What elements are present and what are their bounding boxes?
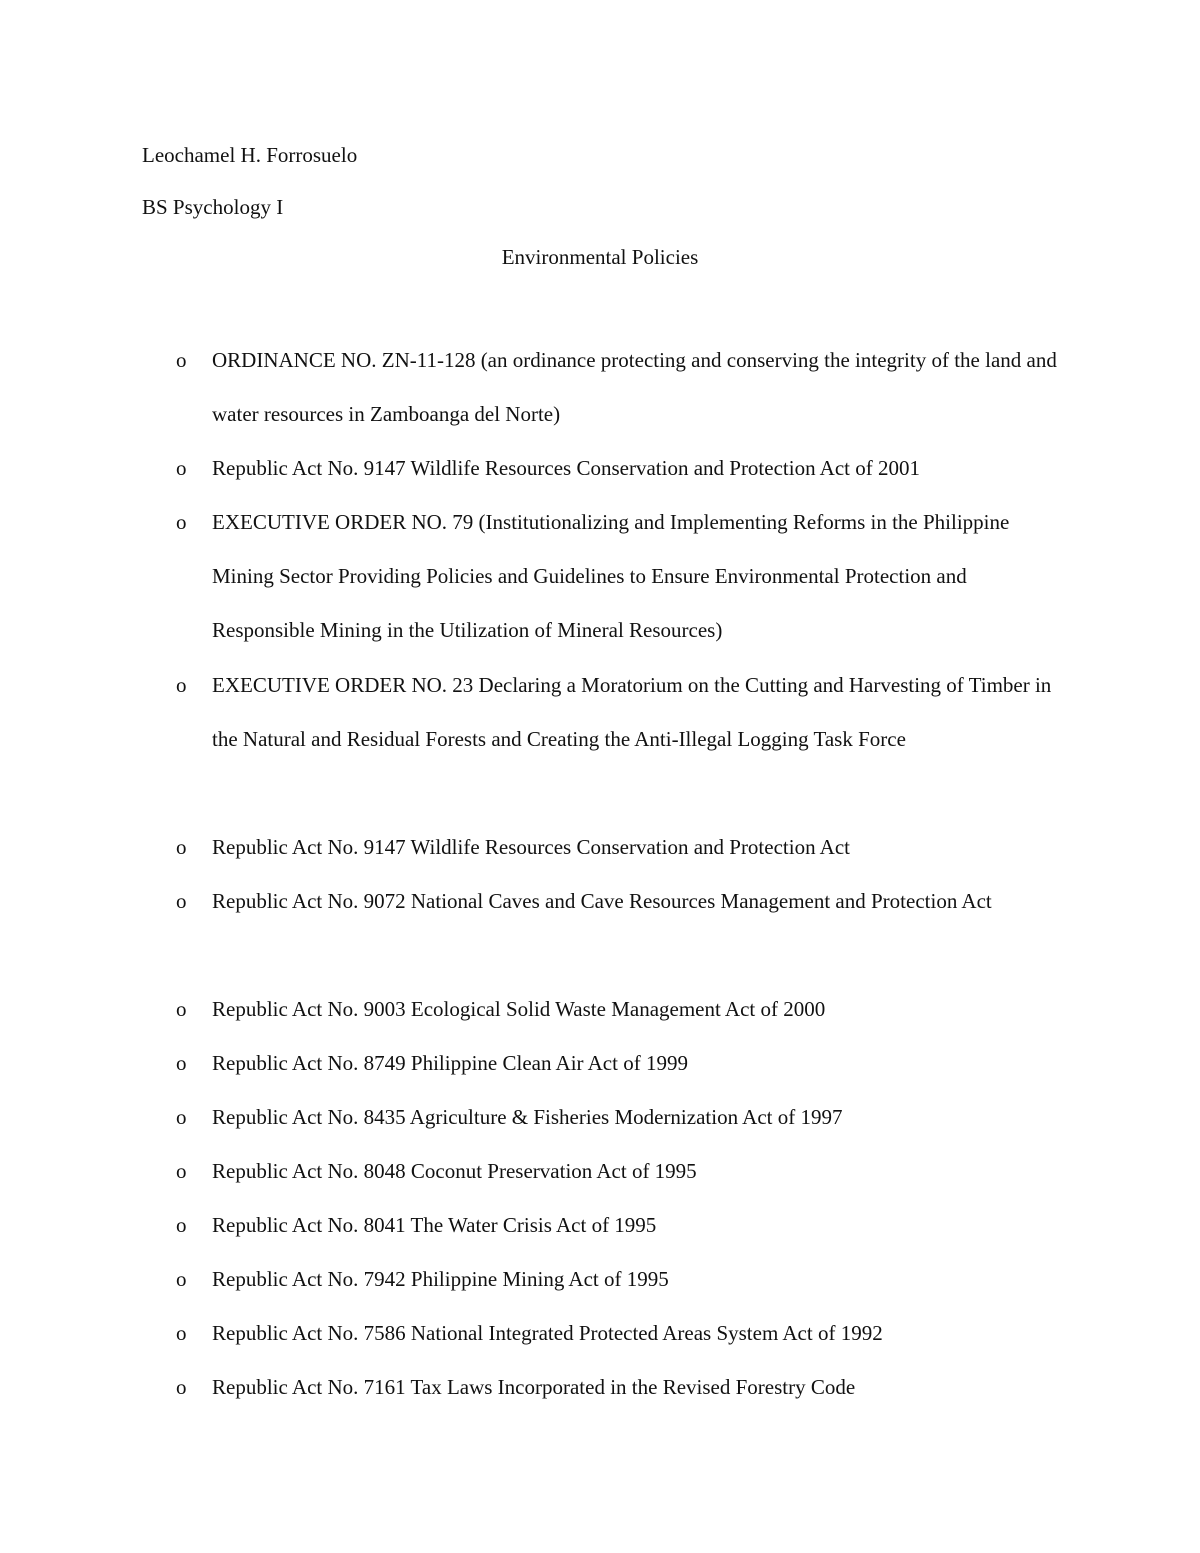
bullet-marker: o bbox=[176, 1267, 187, 1291]
bullet-marker: o bbox=[176, 997, 187, 1021]
bullet-marker: o bbox=[176, 1051, 187, 1075]
policy-text: Republic Act No. 9072 National Caves and Cave Resources Management and Protection Act bbox=[212, 889, 992, 913]
bullet-marker: o bbox=[176, 673, 187, 697]
policy-text: Republic Act No. 7586 National Integrated Protected Areas System Act of 1992 bbox=[212, 1321, 883, 1345]
author-name: Leochamel H. Forrosuelo bbox=[142, 143, 358, 167]
course-name: BS Psychology I bbox=[142, 195, 284, 219]
bullet-marker: o bbox=[176, 1375, 187, 1399]
policy-text: Republic Act No. 8041 The Water Crisis Act of 1995 bbox=[212, 1213, 657, 1237]
bullet-marker: o bbox=[176, 348, 187, 372]
policy-text: Republic Act No. 8048 Coconut Preservation Act of 1995 bbox=[212, 1159, 697, 1183]
policy-text: Republic Act No. 9147 Wildlife Resources Conservation and Protection Act bbox=[212, 835, 850, 859]
bullet-marker: o bbox=[176, 456, 187, 480]
policy-text: EXECUTIVE ORDER NO. 79 (Institutionalizing and Implementing Reforms in the Philippine Mining Sector Providing Policies and Guidelines to Ensure Environmental Protection and Responsible Mining in the Utilization of Mineral Resources) bbox=[212, 510, 1010, 642]
policy-text: Republic Act No. 9147 Wildlife Resources Conservation and Protection Act of 2001 bbox=[212, 456, 920, 480]
bullet-marker: o bbox=[176, 835, 187, 859]
policy-text: EXECUTIVE ORDER NO. 23 Declaring a Moratorium on the Cutting and Harvesting of Timber in the Natural and Residual Forests and Creating the Anti-Illegal Logging Task Force bbox=[212, 673, 1052, 751]
policy-text: Republic Act No. 7161 Tax Laws Incorporated in the Revised Forestry Code bbox=[212, 1375, 856, 1399]
policy-text: ORDINANCE NO. ZN-11-128 (an ordinance protecting and conserving the integrity of the land and water resources in Zamboanga del Norte) bbox=[212, 348, 1057, 426]
policy-text: Republic Act No. 9003 Ecological Solid Waste Management Act of 2000 bbox=[212, 997, 826, 1021]
policy-text: Republic Act No. 8749 Philippine Clean Air Act of 1999 bbox=[212, 1051, 688, 1075]
bullet-marker: o bbox=[176, 1159, 187, 1183]
bullet-marker: o bbox=[176, 1321, 187, 1345]
policy-text: Republic Act No. 8435 Agriculture & Fisheries Modernization Act of 1997 bbox=[212, 1105, 843, 1129]
bullet-marker: o bbox=[176, 889, 187, 913]
bullet-marker: o bbox=[176, 1213, 187, 1237]
bullet-marker: o bbox=[176, 510, 187, 534]
document-title: Environmental Policies bbox=[501, 245, 699, 269]
policy-text: Republic Act No. 7942 Philippine Mining Act of 1995 bbox=[212, 1267, 669, 1291]
bullet-marker: o bbox=[176, 1105, 187, 1129]
